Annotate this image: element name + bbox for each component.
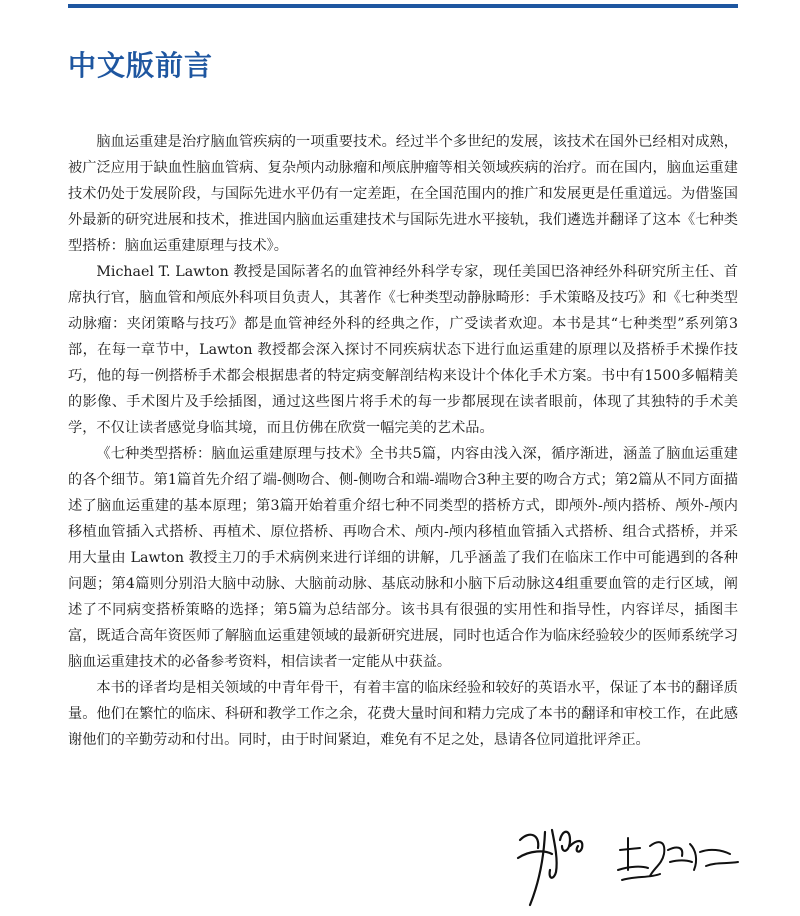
preface-body: [68, 129, 738, 753]
paragraph-1: 脑血运重建是治疗脑血管疾病的一项重要技术。经过半个多世纪的发展，该技术在国外已经相对成熟，被广泛应用于缺血性脑血管病、复杂颅内动脉瘤和颅底肿瘤等相关领域疾病的治疗。而在国内，脑血运重建技术仍处于发展阶段，与国际先进水平仍有一定差距，在全国范围内的推广和发展更是任重道远。为借鉴国外最新的研究进展和技术，推进国内脑血运重建技术与国际先进水平接轨，我们遴选并翻译了这本《七种类型搭桥：脑血运重建原理与技术》。: [68, 134, 738, 254]
signatures: [500, 810, 760, 910]
paragraph-3: 《七种类型搭桥：脑血运重建原理与技术》全书共5篇，内容由浅入深，循序渐进，涵盖了脑血运重建的各个细节。第1篇首先介绍了端-侧吻合、侧-侧吻合和端-端吻合3种主要的吻合方式；第2篇从不同方面描述了脑血运重建的基本原理；第3篇开始着重介绍七种不同类型的搭桥方式，即颅外-颅内搭桥、颅外-颅内移植血管插入式搭桥、再植术、原位搭桥、再吻合术、颅内-颅内移植血管插入式搭桥、组合式搭桥，并采用大量由 Lawton 教授主刀的手术病例来进行详细的讲解，几乎涵盖了我们在临床工作中可能遇到的各种问题；第4篇则分别沿大脑中动脉、大脑前动脉、基底动脉和小脑下后动脉这4组重要血管的走行区域，阐述了不同病变搭桥策略的选择；第5篇为总结部分。该书具有很强的实用性和指导性，内容详尽，插图丰富，既适合高年资医师了解脑血运重建领域的最新研究进展，同时也适合作为临床经验较少的医师系统学习脑血运重建技术的必备参考资料，相信读者一定能从中获益。: [68, 446, 738, 670]
paragraph-2: Michael T. Lawton 教授是国际著名的血管神经外科学专家，现任美国巴洛神经外科研究所主任、首席执行官，脑血管和颅底外科项目负责人，其著作《七种类型动静脉畸形：手术策略及技巧》和《七种类型动脉瘤：夹闭策略与技巧》都是血管神经外科的经典之作，广受读者欢迎。本书是其“七种类型”系列第3部，在每一章节中，Lawton 教授都会深入探讨不同疾病状态下进行血运重建的原理以及搭桥手术操作技巧，他的每一例搭桥手术都会根据患者的特定病变解剖结构来设计个体化手术方案。书中有1500多幅精美的影像、手术图片及手绘插图，通过这些图片将手术的每一步都展现在读者眼前，体现了其独特的手术美学，不仅让读者感觉身临其境，而且仿佛在欣赏一幅完美的艺术品。: [68, 264, 738, 436]
signature-1: [518, 830, 582, 905]
top-rule: [68, 4, 738, 8]
signature-graphic: [500, 810, 760, 910]
paragraph-4: 本书的译者均是相关领域的中青年骨干，有着丰富的临床经验和较好的英语水平，保证了本书的翻译质量。他们在繁忙的临床、科研和教学工作之余，花费大量时间和精力完成了本书的翻译和审校工作，在此感谢他们的辛勤劳动和付出。同时，由于时间紧迫，难免有不足之处，恳请各位同道批评斧正。: [68, 680, 738, 748]
page-title: 中文版前言: [68, 49, 214, 82]
signature-2: [618, 838, 738, 880]
